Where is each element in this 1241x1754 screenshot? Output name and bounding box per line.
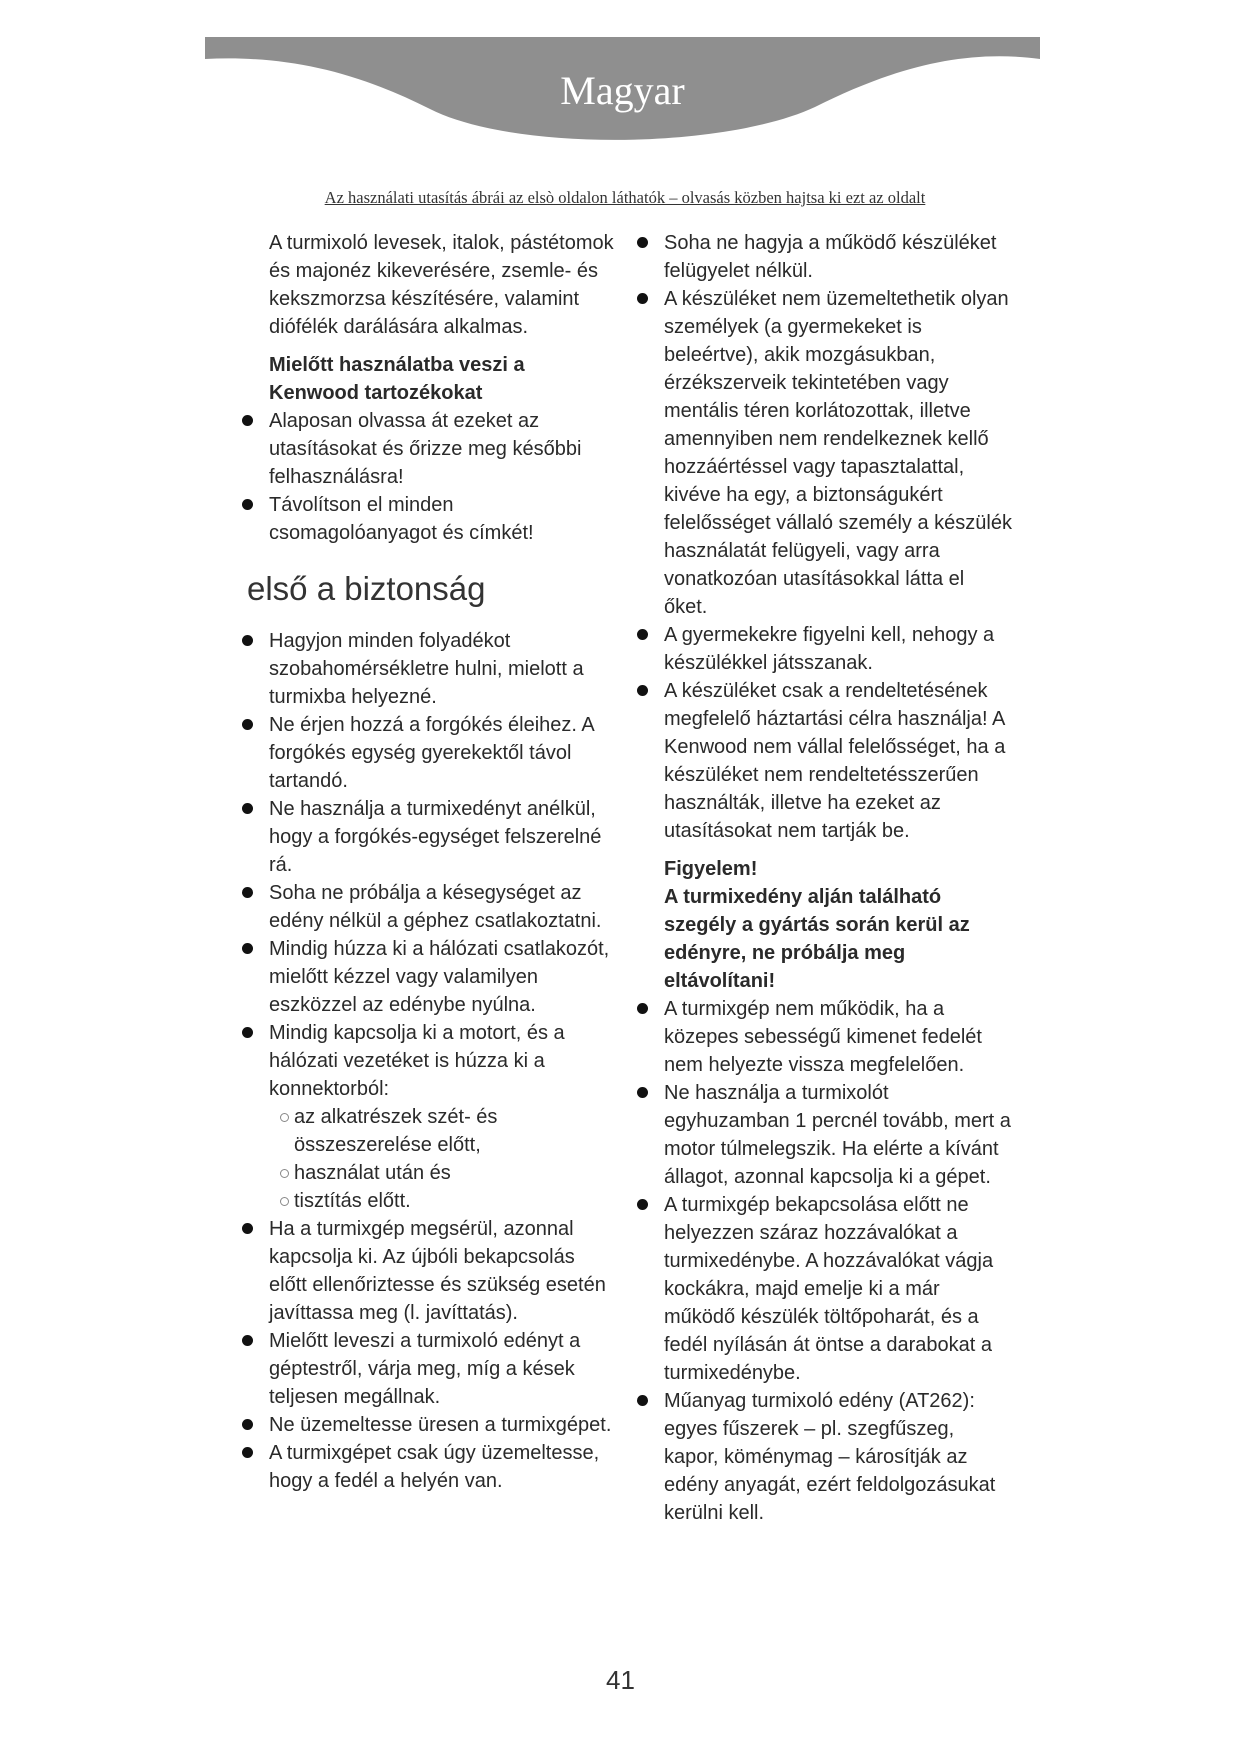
list-item: Ne használja a turmixolót egyhuzamban 1 percnél tovább, mert a motor túlmelegszik. Ha elérte a kívánt állagot, azonnal kapcsolja ki a gépet. [642, 1079, 1012, 1191]
safety-list [247, 627, 617, 1495]
warning-text: A turmixedény alján található szegély a gyártás során kerül az edényre, ne próbálja meg eltávolítani! [664, 886, 970, 992]
unplug-text: Mindig kapcsolja ki a motort, és a hálózati vezetéket is húzza ki a konnektorból: [269, 1022, 565, 1100]
language-header [205, 37, 1040, 157]
page-number: 41 [606, 1665, 635, 1695]
list-item: Soha ne hagyja a működő készüléket felügyelet nélkül. [642, 229, 1012, 285]
safety-section-title: első a biztonság [247, 570, 486, 607]
list-item: A turmixgépet csak úgy üzemeltesse, hogy a fedél a helyén van. [247, 1439, 617, 1495]
list-item: Alaposan olvassa át ezeket az utasításokat és őrizze meg későbbi felhasználásra! [247, 407, 617, 491]
list-item: Ne használja a turmixedényt anélkül, hogy a forgókés-egységet felszerelné rá. [247, 795, 617, 879]
warning-title: Figyelem! [664, 858, 758, 880]
list-item: A gyermekekre figyelni kell, nehogy a készülékkel játsszanak. [642, 621, 1012, 677]
fold-out-note: Az használati utasítás ábrái az elsò oldalon láthatók – olvasás közben hajtsa ki ezt az oldalt [324, 188, 926, 207]
list-item: Ne érjen hozzá a forgókés éleihez. A forgókés egység gyerekektől távol tartandó. [247, 711, 617, 795]
list-item-unplug [247, 1019, 617, 1215]
language-title: Magyar [560, 68, 685, 113]
before-use-heading: Mielőtt használatba veszi a Kenwood tartozékokat [269, 354, 525, 404]
list-item: Ne üzemeltesse üresen a turmixgépet. [247, 1411, 617, 1439]
right-list [642, 229, 1012, 845]
left-column [247, 229, 617, 1495]
list-item: A turmixgép nem működik, ha a közepes sebességű kimenet fedelét nem helyezte vissza megfelelően. [642, 995, 1012, 1079]
warning-block [642, 855, 1012, 995]
intro-paragraph: A turmixoló levesek, italok, pástétomok és majonéz kikeverésére, zsemle- és kekszmorzsa készítésére, valamint diófélék darálására alkalmas. [269, 232, 614, 338]
list-item: A turmixgép bekapcsolása előtt ne helyezzen száraz hozzávalókat a turmixedénybe. A hozzávalókat vágja kockákra, majd emelje ki a már működő készülék töltőpoharát, és a fedél nyílásán át öntse a darabokat a turmixedénybe. [642, 1191, 1012, 1387]
sub-list-item: az alkatrészek szét- és összeszerelése előtt, [294, 1103, 617, 1159]
list-item: Mindig húzza ki a hálózati csatlakozót, mielőtt kézzel vagy valamilyen eszközzel az edénybe nyúlna. [247, 935, 617, 1019]
list-item: Műanyag turmixoló edény (AT262): egyes fűszerek – pl. szegfűszeg, kapor, köménymag – károsítják az edény anyagát, ezért feldolgozásukat kerülni kell. [642, 1387, 1012, 1527]
list-item: Ha a turmixgép megsérül, azonnal kapcsolja ki. Az újbóli bekapcsolás előtt ellenőriztesse és szükség esetén javíttassa meg (l. javíttatás). [247, 1215, 617, 1327]
unplug-sublist [269, 1103, 617, 1215]
sub-list-item: tisztítás előtt. [294, 1187, 617, 1215]
list-item: A készüléket nem üzemeltethetik olyan személyek (a gyermekeket is beleértve), akik mozgásukban, érzékszerveik tekintetében vagy mentális téren korlátozottak, illetve amennyiben nem rendelkeznek kellő hozzáértéssel vagy tapasztalattal, kivéve ha egy, a biztonságukért felelősséget vállaló személy a készülék használatát felügyeli, vagy arra vonatkozóan utasításokkal látta el őket. [642, 285, 1012, 621]
sub-list-item: használat után és [294, 1159, 617, 1187]
before-use-list [247, 407, 617, 547]
list-item: Hagyjon minden folyadékot szobahomérsékletre hulni, mielott a turmixba helyezné. [247, 627, 617, 711]
right-list-2 [642, 995, 1012, 1527]
list-item: Mielőtt leveszi a turmixoló edényt a géptestről, várja meg, míg a kések teljesen megállnak. [247, 1327, 617, 1411]
right-column [642, 229, 1012, 1527]
list-item: Soha ne próbálja a késegységet az edény nélkül a géphez csatlakoztatni. [247, 879, 617, 935]
list-item: A készüléket csak a rendeltetésének megfelelő háztartási célra használja! A Kenwood nem vállal felelősséget, ha a készüléket nem rendeltetésszerűen használták, illetve ha ezeket az utasításokat nem tartják be. [642, 677, 1012, 845]
list-item: Távolítson el minden csomagolóanyagot és címkét! [247, 491, 617, 547]
